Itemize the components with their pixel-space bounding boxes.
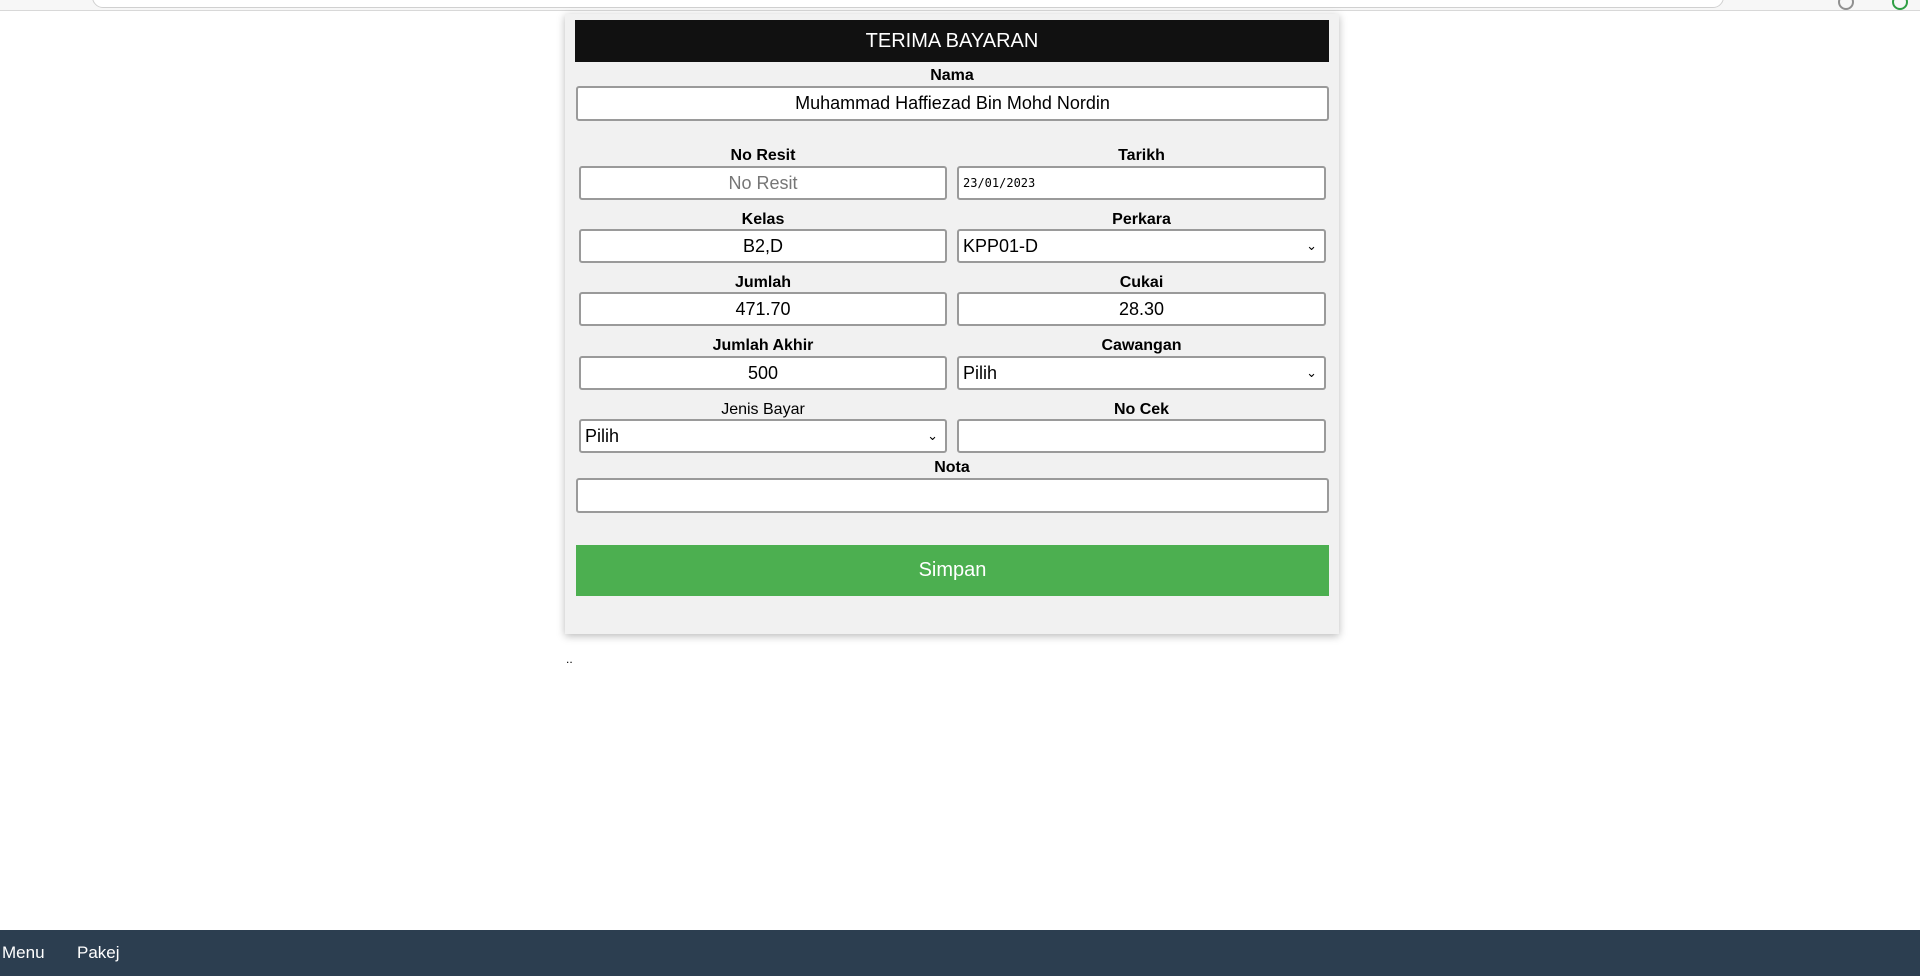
chevron-down-icon: ⌄ — [927, 428, 938, 443]
perkara-label: Perkara — [1112, 211, 1171, 228]
perkara-selected-value: KPP01-D — [963, 236, 1039, 256]
cawangan-label: Cawangan — [1101, 337, 1182, 354]
perkara-select[interactable] — [957, 229, 1326, 263]
chevron-down-icon: ⌄ — [1306, 365, 1317, 380]
no-resit-field[interactable]: No Resit — [579, 166, 947, 200]
footer-link-pakej[interactable]: Pakej — [77, 943, 120, 962]
nota-field[interactable] — [576, 478, 1329, 513]
cawangan-select[interactable] — [957, 356, 1326, 390]
footer-nav — [0, 930, 1920, 976]
profile-icon[interactable] — [1838, 0, 1854, 10]
chevron-down-icon: ⌄ — [1306, 238, 1317, 253]
browser-toolbar — [0, 0, 1920, 11]
jumlah-field[interactable]: 471.70 — [579, 292, 947, 326]
jenis-bayar-selected-value: Pilih — [585, 426, 620, 446]
tarikh-label: Tarikh — [1118, 147, 1165, 164]
no-cek-label: No Cek — [1113, 401, 1170, 418]
payment-form-card — [565, 14, 1339, 634]
nama-field[interactable]: Muhammad Haffiezad Bin Mohd Nordin — [576, 86, 1329, 121]
cukai-label: Cukai — [1119, 274, 1164, 291]
no-cek-field[interactable] — [957, 419, 1326, 453]
nama-label: Nama — [930, 67, 974, 84]
simpan-button[interactable]: Simpan — [576, 545, 1329, 596]
jenis-bayar-select[interactable] — [579, 419, 947, 453]
address-bar[interactable] — [92, 0, 1724, 8]
cawangan-selected-value: Pilih — [963, 363, 998, 383]
footer-link-menu[interactable]: Menu — [2, 943, 45, 962]
jumlah-akhir-label: Jumlah Akhir — [712, 337, 814, 354]
kelas-label: Kelas — [741, 211, 785, 228]
kelas-field[interactable]: B2,D — [579, 229, 947, 263]
no-resit-label: No Resit — [730, 147, 796, 164]
cukai-field[interactable]: 28.30 — [957, 292, 1326, 326]
stray-text: .. — [566, 652, 573, 666]
form-title: TERIMA BAYARAN — [575, 20, 1329, 62]
tarikh-date-field[interactable]: 23/01/2023 — [957, 166, 1326, 200]
jumlah-label: Jumlah — [734, 274, 791, 291]
jenis-bayar-label: Jenis Bayar — [721, 401, 805, 418]
nota-label: Nota — [934, 459, 970, 476]
extension-icon[interactable] — [1892, 0, 1908, 10]
jumlah-akhir-field[interactable]: 500 — [579, 356, 947, 390]
